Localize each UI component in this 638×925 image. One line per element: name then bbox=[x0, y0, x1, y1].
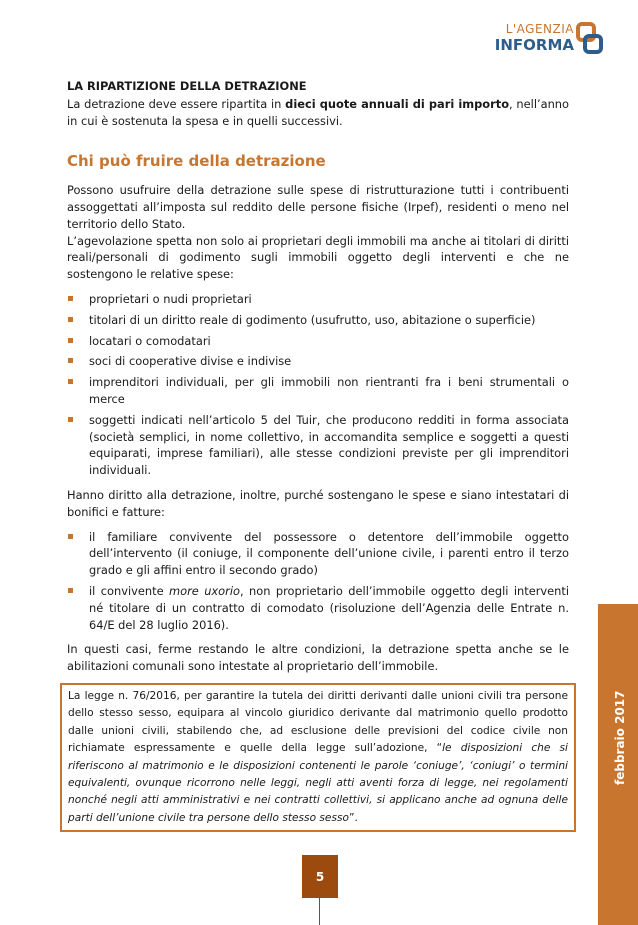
agenzia-informa-logo bbox=[484, 18, 604, 58]
note-text: La legge n. 76/2016, per garantire la tutela dei diritti derivanti dalle unioni civili tra persone dello stesso sesso, equipara al vincolo giuridico derivante dal matrimonio quello prodotto dalle unioni civili, stabilendo che, ad esclusione delle previsioni del codice civile non richiamate espressamente e quelle della legge sull’adozione, “ bbox=[68, 690, 568, 755]
familiari-list bbox=[67, 529, 569, 634]
list-item bbox=[67, 583, 569, 633]
section-heading-chi-puo: Chi può fruire della detrazione bbox=[67, 152, 326, 171]
page-number: 5 bbox=[302, 855, 338, 898]
list-item-text: soci di cooperative divise e indivise bbox=[89, 354, 292, 369]
list-item-text: soggetti indicati nell’articolo 5 del Tuir, che producono redditi in forma associata (società semplici, in nome collettivo, in accomandita semplice e soggetti a questi equiparati, imprese familiari), alle stesse condizioni previste per gli imprenditori individuali. bbox=[89, 412, 569, 478]
side-date-label: febbraio 2017 bbox=[613, 690, 627, 785]
logo-line2: INFORMA bbox=[494, 36, 574, 54]
square-bullet-icon bbox=[68, 338, 73, 343]
list-item bbox=[67, 312, 569, 329]
square-bullet-icon bbox=[68, 358, 73, 363]
list-item-text: locatari o comodatari bbox=[89, 333, 211, 348]
list-item-text: proprietari o nudi proprietari bbox=[89, 291, 252, 306]
text-fragment: La detrazione deve essere ripartita in bbox=[67, 96, 286, 111]
list-item bbox=[67, 353, 569, 370]
list-item-text: il familiare convivente del possessore o detentore dell’immobile oggetto dell’intervento (il coniuge, il componente dell’unione civile, i parenti entro il terzo grado e gli affini entro il secondo grado) bbox=[89, 529, 569, 578]
main-content bbox=[67, 78, 569, 675]
logo-mark-icon bbox=[576, 22, 604, 56]
section-heading-ripartizione: LA RIPARTIZIONE DELLA DETRAZIONE bbox=[67, 79, 307, 93]
square-bullet-icon bbox=[68, 296, 73, 301]
square-bullet-icon bbox=[68, 317, 73, 322]
square-bullet-icon bbox=[68, 379, 73, 384]
page-number-line bbox=[319, 898, 320, 925]
list-item bbox=[67, 333, 569, 350]
square-bullet-icon bbox=[68, 534, 73, 539]
list-item bbox=[67, 529, 569, 579]
paragraph-3: Hanno diritto alla detrazione, inoltre, purché sostengano le spese e siano intestatari di bonifici e fatture: bbox=[67, 487, 569, 519]
list-item bbox=[67, 412, 569, 479]
note-text-end: ”. bbox=[348, 811, 358, 824]
note-box bbox=[60, 683, 576, 832]
paragraph-4: In questi casi, ferme restando le altre condizioni, la detrazione spetta anche se le abilitazioni comunali sono intestate al proprietario dell’immobile. bbox=[67, 642, 569, 674]
square-bullet-icon bbox=[68, 417, 73, 422]
text-fragment: il convivente bbox=[89, 583, 170, 598]
bold-fragment: dieci quote annuali di pari importo bbox=[285, 96, 510, 111]
text-fragment: , non proprietario dell’immobile oggetto degli interventi né titolare di un contratto di comodato (risoluzione dell’Agenzia delle Entrate n. 64/E del 28 luglio 2016). bbox=[89, 583, 569, 632]
note-italic-quote: le disposizioni che si riferiscono al matrimonio e le disposizioni contenenti le parole ‘coniuge’, ‘coniugi’ o termini equivalenti, ovunque ricorrono nelle leggi, negli atti aventi forza di legge, nei regolamenti nonché negli atti amministrativi e nei contratti collettivi, si applicano anche ad ognuna delle parti dell’unione civile tra persone dello stesso sesso bbox=[68, 742, 568, 824]
side-date-band bbox=[598, 604, 638, 925]
list-item-text: titolari di un diritto reale di godimento (usufrutto, uso, abitazione o superficie) bbox=[89, 312, 536, 327]
ripartizione-paragraph bbox=[67, 96, 569, 130]
logo-line1: L'AGENZIA bbox=[505, 22, 574, 36]
paragraph-1: Possono usufruire della detrazione sulle spese di ristrutturazione tutti i contribuenti assoggettati all’imposta sul reddito delle persone fisiche (Irpef), residenti o meno nel territorio dello Stato. bbox=[67, 183, 569, 231]
list-item bbox=[67, 291, 569, 308]
square-bullet-icon bbox=[68, 588, 73, 593]
list-item-text: imprenditori individuali, per gli immobili non rientranti fra i beni strumentali o merce bbox=[89, 375, 569, 406]
paragraph-2: L’agevolazione spetta non solo ai proprietari degli immobili ma anche ai titolari di diritti reali/personali di godimento sugli immobili oggetto degli interventi e che ne sostengono le relative spese: bbox=[67, 233, 569, 282]
list-item bbox=[67, 374, 569, 408]
beneficiari-list bbox=[67, 291, 569, 479]
italic-fragment: more uxorio bbox=[169, 583, 240, 598]
text-fragment: , nell’anno in cui è sostenuta la spesa e in quelli successivi. bbox=[67, 96, 569, 128]
